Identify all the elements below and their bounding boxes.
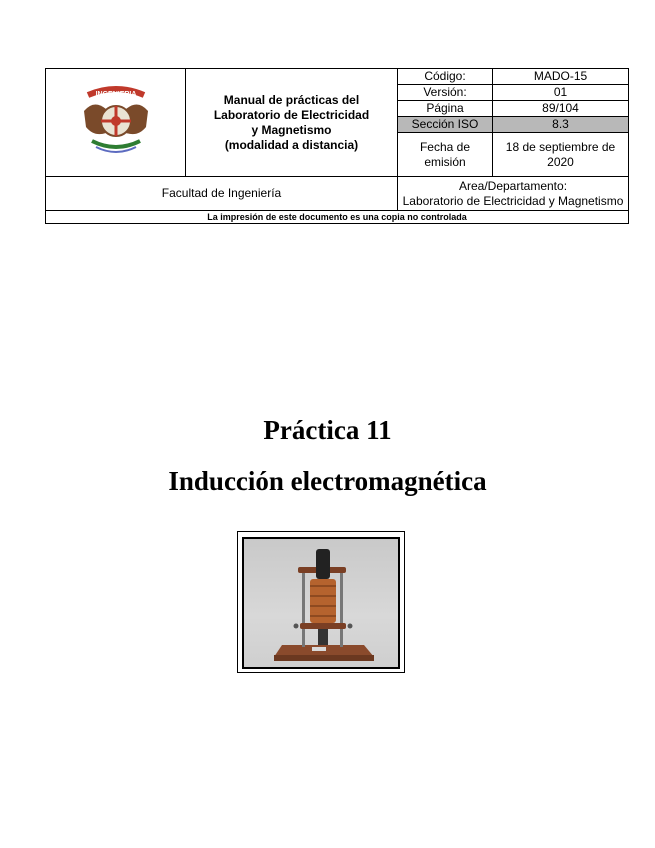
- manual-title-line: y Magnetismo: [251, 122, 332, 137]
- seccion-iso-label: Sección ISO: [398, 117, 493, 133]
- manual-title-line: (modalidad a distancia): [224, 137, 359, 152]
- faculty-logo: [76, 81, 156, 161]
- facultad-cell: Facultad de Ingeniería: [46, 177, 398, 211]
- area-label: Area/Departamento:: [458, 178, 568, 193]
- induction-coil-illustration: [244, 539, 398, 667]
- apparatus-photo-frame: [237, 531, 405, 673]
- version-label: Versión:: [398, 85, 493, 101]
- seccion-iso-value: 8.3: [493, 117, 629, 133]
- pagina-label: Página: [398, 101, 493, 117]
- fecha-emision-value: 18 de septiembre de 2020: [493, 133, 629, 177]
- codigo-label: Código:: [398, 69, 493, 85]
- pagina-value: 89/104: [493, 101, 629, 117]
- area-value: Laboratorio de Electricidad y Magnetismo: [402, 193, 624, 208]
- practice-title: Inducción electromagnética: [168, 466, 487, 496]
- area-cell: [398, 177, 629, 211]
- codigo-value: MADO-15: [493, 69, 629, 85]
- apparatus-photo: [242, 537, 400, 669]
- fecha-emision-label: Fecha de emisión: [398, 133, 493, 177]
- logo-text: INGENIERIA: [95, 90, 136, 98]
- manual-title-cell: [186, 69, 398, 177]
- version-value: 01: [493, 85, 629, 101]
- document-header-table: [45, 68, 629, 224]
- uncontrolled-copy-note: La impresión de este documento es una copia no controlada: [46, 211, 629, 224]
- faculty-logo-cell: [46, 69, 186, 177]
- manual-title-line: Manual de prácticas del: [223, 92, 360, 107]
- manual-title-line: Laboratorio de Electricidad: [213, 107, 370, 122]
- practice-number: Práctica 11: [263, 415, 392, 445]
